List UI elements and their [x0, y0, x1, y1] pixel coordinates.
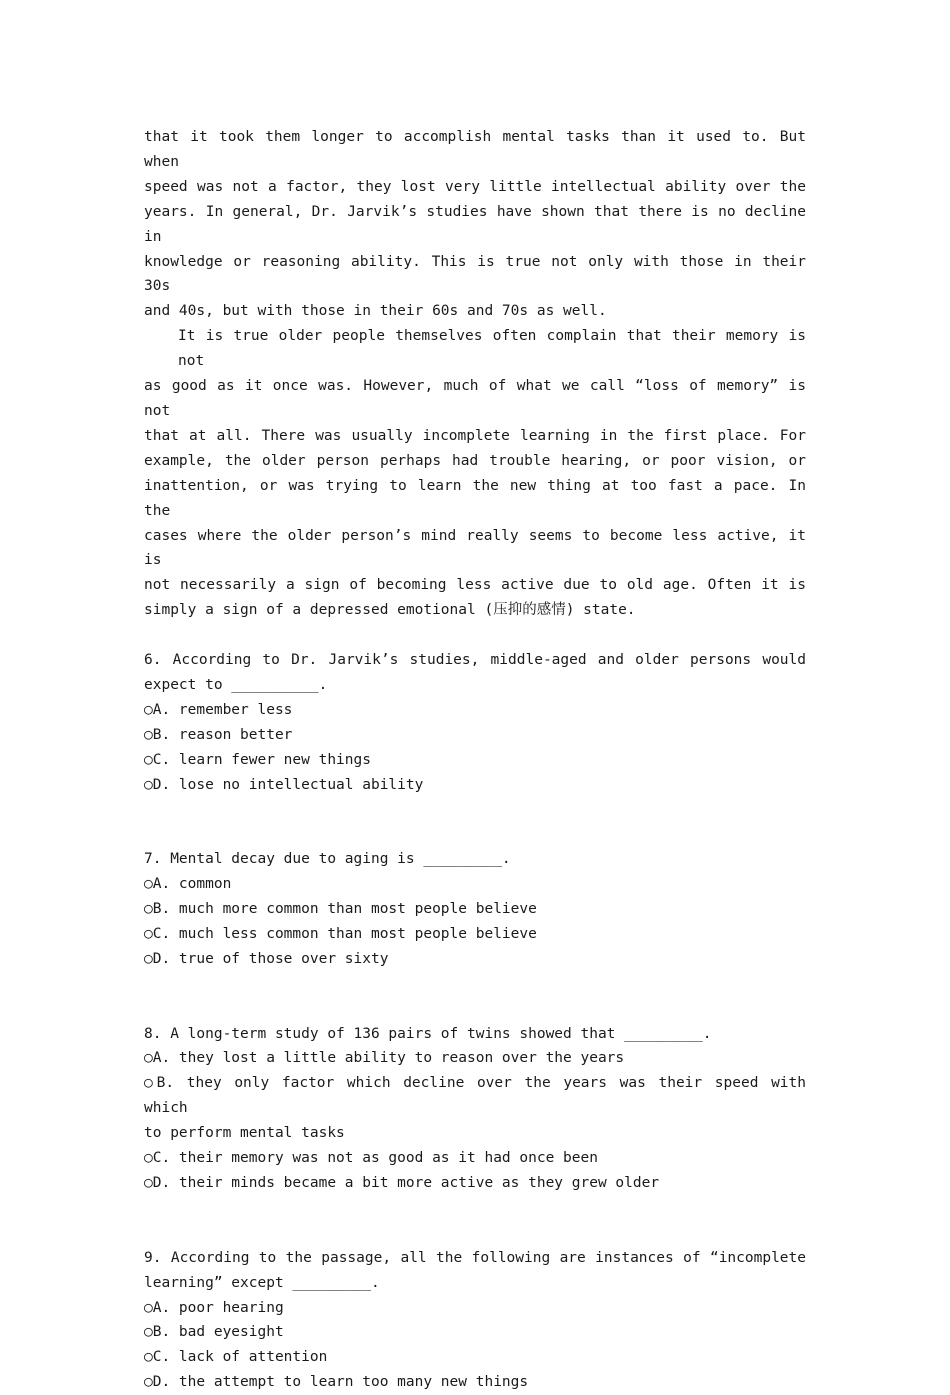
option-a[interactable]: ○A. common [144, 876, 232, 893]
question-stem: 9. According to the passage, all the following are instances of “incomplete [144, 1249, 806, 1266]
passage-line: and 40s, but with those in their 60s and 70s as well. [144, 303, 607, 320]
passage-line: that at all. There was usually incomplete learning in the first place. For [144, 427, 806, 444]
option-c[interactable]: ○C. lack of attention [144, 1349, 328, 1366]
option-d[interactable]: ○D. the attempt to learn too many new things [144, 1374, 529, 1391]
question-stem: learning” except _________. [144, 1274, 380, 1291]
option-b[interactable]: ○B. much more common than most people believe [144, 901, 537, 918]
option-c[interactable]: ○C. their memory was not as good as it had once been [144, 1150, 598, 1167]
option-a[interactable]: ○A. remember less [144, 701, 293, 718]
question-stem: expect to __________. [144, 676, 328, 693]
passage-line: as good as it once was. However, much of what we call “loss of memory” is not [144, 378, 806, 419]
document-page [144, 125, 806, 1395]
option-a[interactable]: ○A. poor hearing [144, 1299, 284, 1316]
passage-line: years. In general, Dr. Jarvik’s studies have shown that there is no decline in [144, 203, 806, 245]
question-stem: 8. A long-term study of 136 pairs of twins showed that _________. [144, 1025, 712, 1042]
option-c[interactable]: ○C. learn fewer new things [144, 751, 371, 768]
passage-line: example, the older person perhaps had trouble hearing, or poor vision, or [144, 452, 806, 469]
question-9 [144, 1246, 806, 1395]
option-c[interactable]: ○C. much less common than most people believe [144, 925, 537, 942]
question-6 [144, 648, 806, 797]
option-d[interactable]: ○D. lose no intellectual ability [144, 776, 424, 793]
question-8 [144, 1022, 806, 1196]
passage-line: speed was not a factor, they lost very little intellectual ability over the [144, 178, 806, 195]
passage-line: not necessarily a sign of becoming less active due to old age. Often it is [144, 577, 806, 594]
passage-line: knowledge or reasoning ability. This is true not only with those in their 30s [144, 253, 806, 295]
option-b[interactable]: ○B. bad eyesight [144, 1324, 284, 1341]
passage-line: simply a sign of a depressed emotional (压抑的感情) state. [144, 602, 636, 619]
passage-line: cases where the older person’s mind really seems to become less active, it is [144, 527, 806, 569]
question-stem: 7. Mental decay due to aging is _________. [144, 851, 511, 868]
option-b-continued: to perform mental tasks [144, 1125, 345, 1142]
question-7 [144, 847, 806, 972]
question-stem: 6. According to Dr. Jarvik’s studies, middle-aged and older persons would [144, 652, 806, 669]
passage-paragraph-2 [144, 324, 806, 623]
option-d[interactable]: ○D. their minds became a bit more active as they grew older [144, 1175, 660, 1192]
option-d[interactable]: ○D. true of those over sixty [144, 950, 389, 967]
option-b[interactable]: ○B. they only factor which decline over the years was their speed with which [144, 1075, 806, 1117]
passage-line: It is true older people themselves often complain that their memory is not [178, 328, 806, 370]
option-a[interactable]: ○A. they lost a little ability to reason over the years [144, 1050, 625, 1067]
passage-line: inattention, or was trying to learn the new thing at too fast a pace. In the [144, 477, 806, 519]
passage-line: that it took them longer to accomplish mental tasks than it used to. But when [144, 129, 806, 170]
passage-paragraph-1 [144, 125, 806, 324]
option-b[interactable]: ○B. reason better [144, 726, 293, 743]
